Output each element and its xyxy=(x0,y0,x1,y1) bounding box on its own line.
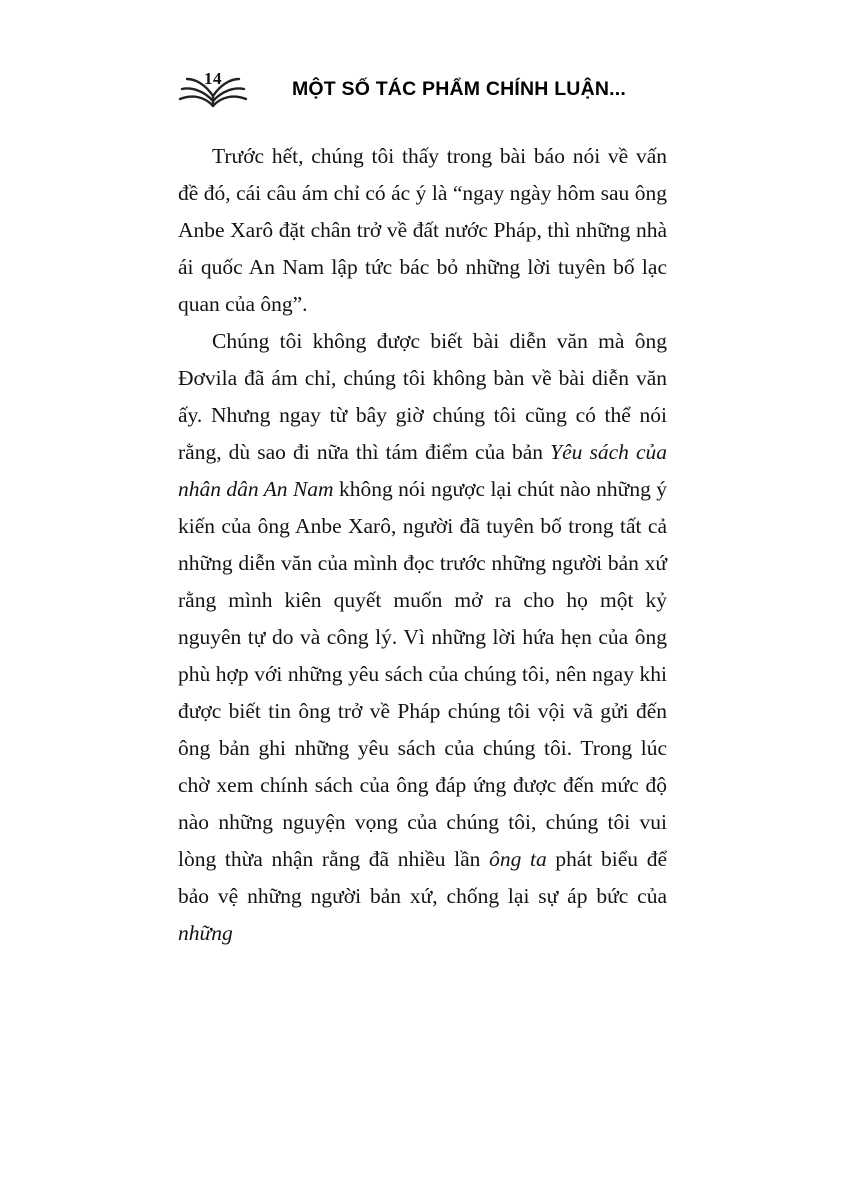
text-run: không nói ngược lại chút nào những ý kiến của ông Anbe Xarô, người đã tuyên bố trong tất cả những diễn văn của mình đọc trước những người bản xứ rằng mình kiên quyết muốn mở ra cho họ một kỷ nguyên tự do và công lý. Vì những lời hứa hẹn của ông phù hợp với những yêu sách của chúng tôi, nên ngay khi được biết tin ông trở về Pháp chúng tôi vội vã gửi đến ông bản ghi những yêu sách của chúng tôi. Trong lúc chờ xem chính sách của ông đáp ứng được đến mức độ nào những nguyện vọng của chúng tôi, chúng tôi vui lòng thừa nhận rằng đã nhiều lần xyxy=(178,477,667,871)
text-run: Trước hết, chúng tôi thấy trong bài báo nói về vấn đề đó, cái câu ám chỉ có ác ý là “ngay ngày hôm sau ông Anbe Xarô đặt chân trở về đất nước Pháp, thì những nhà ái quốc An Nam lập tức bác bỏ những lời tuyên bố lạc quan của ông”. xyxy=(178,144,667,316)
italic-text-run: ông ta xyxy=(489,847,547,871)
italic-text-run: Yêu sách của nhân dân An Nam xyxy=(178,440,667,501)
page-number: 14 xyxy=(204,69,222,88)
page-header xyxy=(175,66,667,112)
page-number-ornament xyxy=(175,66,251,112)
paragraph xyxy=(178,138,667,323)
text-run: phát biểu để bảo vệ những người bản xứ, chống lại sự áp bức của xyxy=(178,847,667,908)
text-run: Chúng tôi không được biết bài diễn văn mà ông Đơvila đã ám chỉ, chúng tôi không bàn về bài diễn văn ấy. Nhưng ngay từ bây giờ chúng tôi cũng có thể nói rằng, dù sao đi nữa thì tám điểm của bản xyxy=(178,329,667,464)
italic-text-run: những xyxy=(178,921,233,945)
header-title: MỘT SỐ TÁC PHẨM CHÍNH LUẬN... xyxy=(291,77,627,100)
body-text xyxy=(178,138,667,952)
paragraph xyxy=(178,323,667,952)
